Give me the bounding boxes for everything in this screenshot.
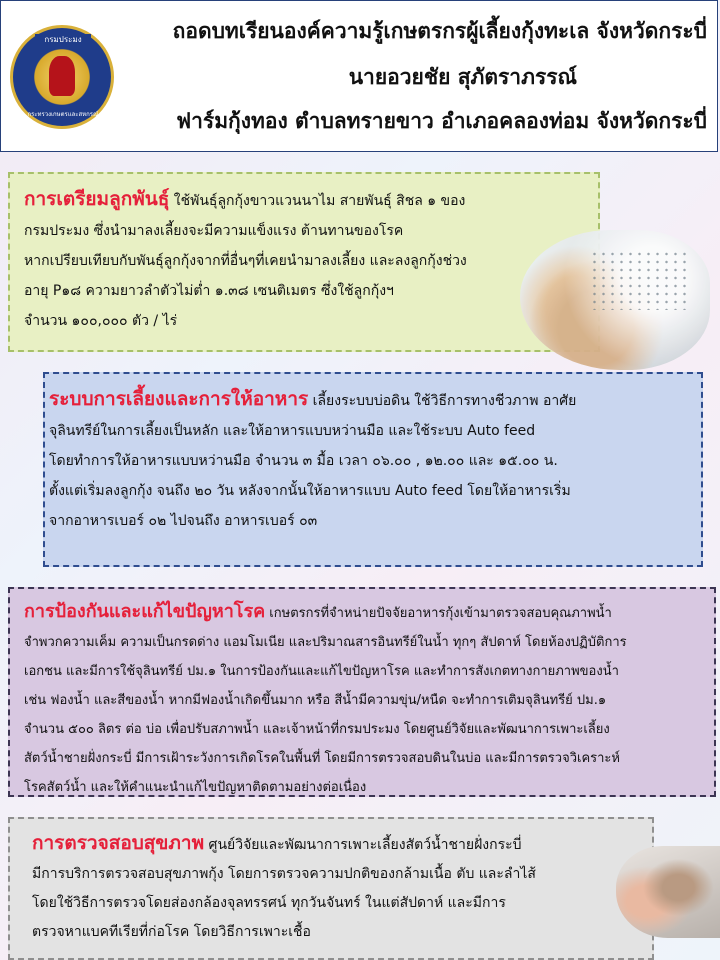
header (0, 0, 718, 152)
department-of-fisheries-logo (10, 25, 114, 129)
larvae-dots (590, 250, 690, 310)
section-farming-feeding (43, 372, 703, 567)
section-disease-prevention (8, 587, 716, 797)
garuda-icon (49, 56, 75, 96)
shrimp-in-hand-photo (616, 846, 720, 938)
section-seed-preparation (8, 172, 600, 352)
section-line: โดยทำการให้อาหารแบบหว่านมือ จำนวน ๓ มื้อ เวลา ๐๖.๐๐ , ๑๒.๐๐ และ ๑๕.๐๐ น. (49, 453, 558, 469)
title-line-2: นายอวยชัย สุภัตราภรรณ์ (348, 65, 577, 89)
title-line-3: ฟาร์มกุ้งทอง ตำบลทรายขาว อำเภอคลองท่อม จังหวัดกระบี่ (176, 109, 707, 133)
section-line: เอกชน และมีการใช้จุลินทรีย์ ปม.๑ ในการป้องกันและแก้ไขปัญหาโรค และทำการสังเกตทางกายภาพของน้ำ (24, 664, 619, 679)
section-heading: ระบบการเลี้ยงและการให้อาหาร (49, 388, 309, 410)
section-line: โดยใช้วิธีการตรวจโดยส่องกล้องจุลทรรศน์ ทุกวันจันทร์ ในแต่สัปดาห์ และมีการ (32, 895, 506, 911)
section-heading: การเตรียมลูกพันธุ์ (24, 188, 170, 210)
section-line: จุลินทรีย์ในการเลี้ยงเป็นหลัก และให้อาหารแบบหว่านมือ และใช้ระบบ Auto feed (49, 423, 536, 439)
section-heading: การป้องกันและแก้ไขปัญหาโรค (24, 601, 266, 622)
section-line: จำพวกความเค็ม ความเป็นกรดด่าง แอมโมเนีย และปริมาณสารอินทรีย์ในน้ำ ทุกๆ สัปดาห์ โดยห้องปฏิบัติการ (24, 635, 627, 650)
section-line: จำนวน ๕๐๐ ลิตร ต่อ บ่อ เพื่อปรับสภาพน้ำ และเจ้าหน้าที่กรมประมง โดยศูนย์วิจัยและพัฒนาการเพาะเลี้ยง (24, 722, 610, 737)
section-text: เกษตรกรที่จำหน่ายปัจจัยอาหารกุ้งเข้ามาตรวจสอบคุณภาพน้ำ (265, 606, 612, 621)
section-line: ตั้งแต่เริ่มลงลูกกุ้ง จนถึง ๒๐ วัน หลังจากนั้นให้อาหารแบบ Auto feed โดยให้อาหารเริ่ม (49, 483, 571, 499)
section-line: ตรวจหาแบคทีเรียที่ก่อโรค โดยวิธีการเพาะเชื้อ (32, 924, 311, 940)
section-line (32, 829, 638, 860)
section-text: ใช้พันธุ์ลูกกุ้งขาวแวนนาไม สายพันธุ์ สิชล ๑ ของ (169, 193, 466, 209)
section-line (49, 384, 687, 416)
section-text: เลี้ยงระบบบ่อดิน ใช้วิธีการทางชีวภาพ อาศัย (308, 393, 577, 409)
section-line: อายุ P๑๘ ความยาวลำตัวไม่ต่ำ ๑.๓๘ เซนติเมตร ซึ่งใช้ลูกกุ้งฯ (24, 283, 394, 299)
section-line: กรมประมง ซึ่งนำมาลงเลี้ยงจะมีความแข็งแรง ต้านทานของโรค (24, 223, 404, 239)
section-text: ศูนย์วิจัยและพัฒนาการเพาะเลี้ยงสัตว์น้ำชายฝั่งกระบี่ (204, 837, 522, 853)
section-line: เช่น ฟองน้ำ และสีของน้ำ หากมีฟองน้ำเกิดขึ้นมาก หรือ สีน้ำมีความขุ่น/หนืด จะทำการเติมจุลินทรีย์ ปม.๑ (24, 693, 607, 708)
logo-top-text: กรมประมง (35, 34, 91, 45)
section-heading: การตรวจสอบสุขภาพ (32, 832, 205, 854)
section-line: โรคสัตว์น้ำ และให้คำแนะนำแก้ไขปัญหาติดตามอย่างต่อเนื่อง (24, 780, 367, 795)
section-line: สัตว์น้ำชายฝั่งกระบี่ มีการเฝ้าระวังการเกิดโรคในพื้นที่ โดยมีการตรวจสอบดินในบ่อ และมีการตรวจวิเคราะห์ (24, 751, 620, 766)
section-line: จำนวน ๑๐๐,๐๐๐ ตัว / ไร่ (24, 313, 178, 329)
section-line (24, 597, 700, 628)
section-health-check (8, 817, 654, 960)
section-line: มีการบริการตรวจสอบสุขภาพกุ้ง โดยการตรวจความปกติของกล้ามเนื้อ ตับ และลำไส้ (32, 866, 536, 882)
section-line (24, 184, 584, 216)
logo-bottom-text: กระทรวงเกษตรและสหกรณ์ (27, 111, 99, 118)
section-line: หากเปรียบเทียบกับพันธุ์ลูกกุ้งจากที่อื่นๆที่เคยนำมาลงเลี้ยง และลงลูกกุ้งช่วง (24, 253, 467, 269)
section-line: จากอาหารเบอร์ ๐๒ ไปจนถึง อาหารเบอร์ ๐๓ (49, 513, 318, 529)
title-line-1: ถอดบทเรียนองค์ความรู้เกษตรกรผู้เลี้ยงกุ้งทะเล จังหวัดกระบี่ (172, 19, 707, 43)
